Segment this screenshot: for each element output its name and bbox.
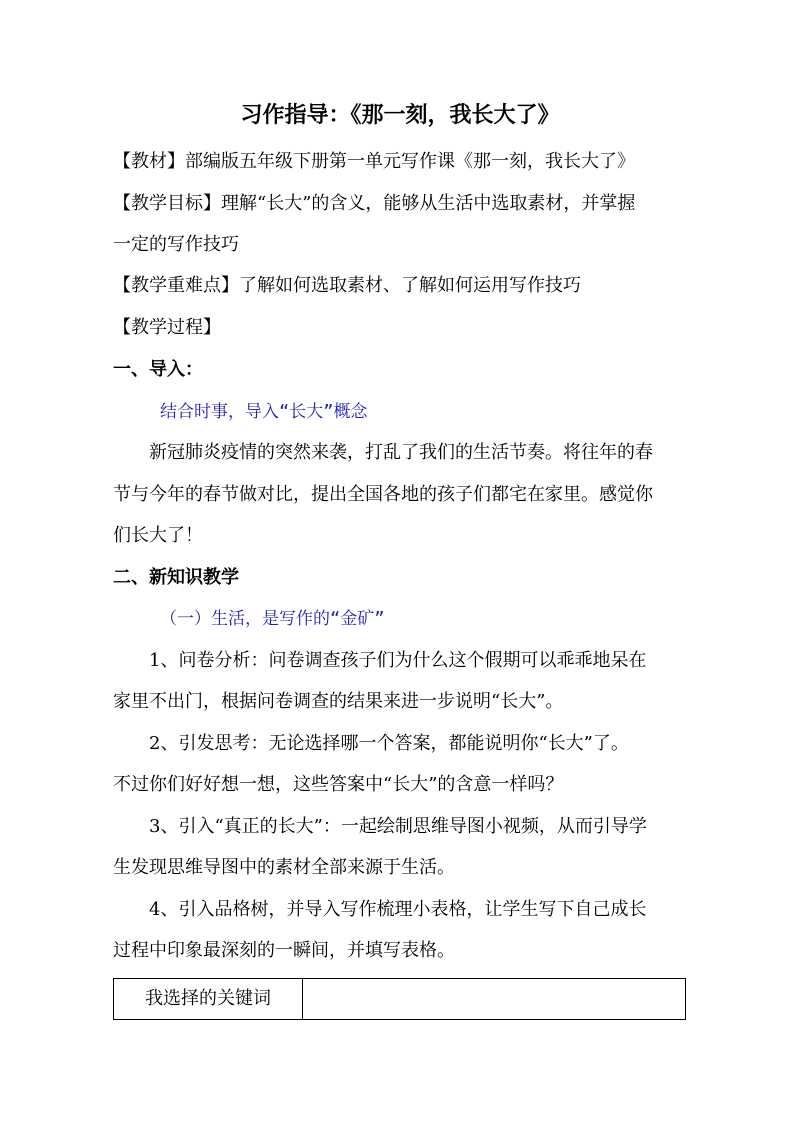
page-title: 习作指导：《那一刻，我长大了》 <box>240 102 560 128</box>
material-line: 【教材】部编版五年级下册第一单元写作课《那一刻，我长大了》 <box>113 151 635 172</box>
item4-line-1: 4、引入品格树，并导入写作梳理小表格，让学生写下自己成长 <box>149 899 647 920</box>
table-row <box>114 979 686 1020</box>
keyword-table <box>113 978 686 1020</box>
keyword-label-cell: 我选择的关键词 <box>114 979 303 1020</box>
item2-line-1: 2、引发思考：无论选择哪一个答案，都能说明你“长大”了。 <box>149 733 629 754</box>
section1-subtitle: 结合时事，导入“长大”概念 <box>160 402 368 422</box>
section2-subtitle: （一）生活，是写作的“金矿” <box>160 609 385 629</box>
section1-para-line-2: 节与今年的春节做对比，提出全国各地的孩子们都宅在家里。感觉你 <box>113 484 653 505</box>
goal-line-1: 【教学目标】理解“长大”的含义，能够从生活中选取素材，并掌握 <box>113 193 636 214</box>
process-heading: 【教学过程】 <box>113 317 221 338</box>
item1-line-2: 家里不出门，根据问卷调查的结果来进一步说明“长大”。 <box>113 691 564 712</box>
keyword-value-cell[interactable] <box>303 979 686 1020</box>
item4-line-2: 过程中印象最深刻的一瞬间，并填写表格。 <box>113 940 455 961</box>
section1-para-line-1: 新冠肺炎疫情的突然来袭，打乱了我们的生活节奏。将往年的春 <box>149 442 653 463</box>
section1-para-line-3: 们长大了！ <box>113 525 203 546</box>
difficulty-line: 【教学重难点】了解如何选取素材、了解如何运用写作技巧 <box>113 275 581 296</box>
goal-line-2: 一定的写作技巧 <box>113 234 239 255</box>
item2-line-2: 不过你们好好想一想，这些答案中“长大”的含意一样吗？ <box>113 774 564 795</box>
section1-heading: 一、导入： <box>113 359 203 380</box>
item3-line-1: 3、引入“真正的长大”：一起绘制思维导图小视频，从而引导学 <box>149 816 647 837</box>
section2-heading: 二、新知识教学 <box>113 567 239 588</box>
item3-line-2: 生发现思维导图中的素材全部来源于生活。 <box>113 857 455 878</box>
item1-line-1: 1、问卷分析：问卷调查孩子们为什么这个假期可以乖乖地呆在 <box>149 650 647 671</box>
